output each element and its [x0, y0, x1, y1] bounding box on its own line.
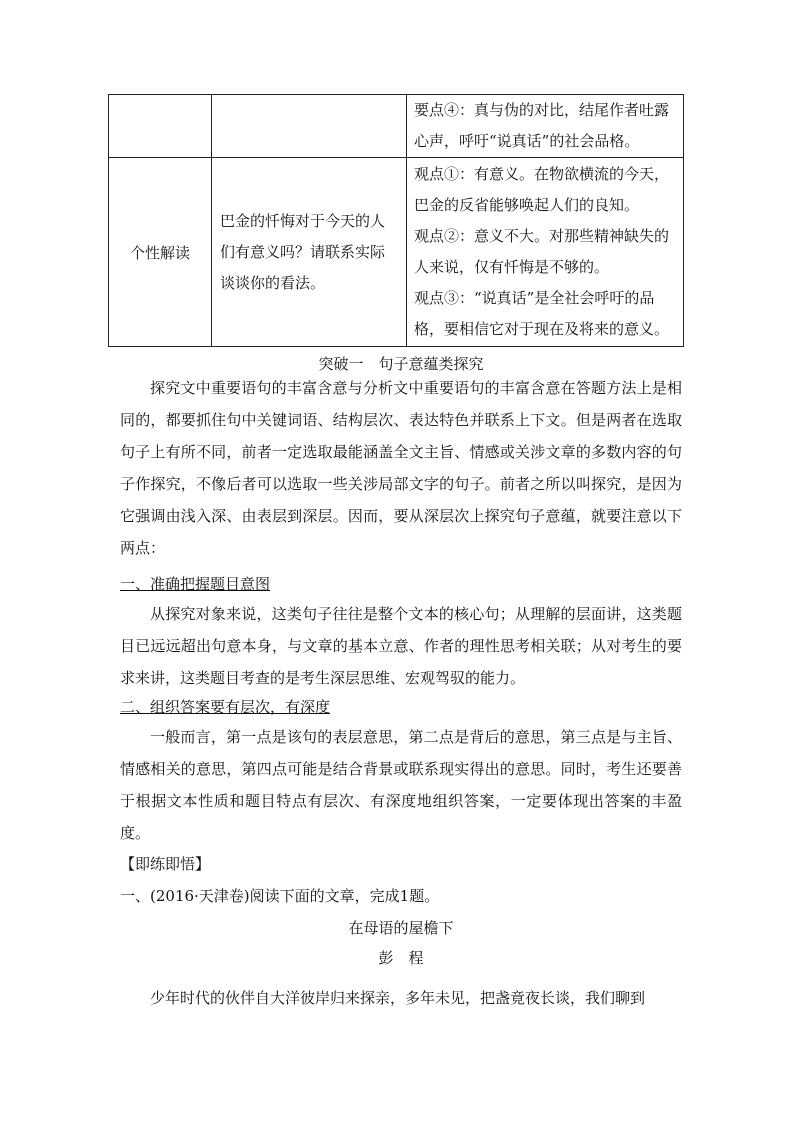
- paragraph-2: 一般而言，第一点是该句的表层意思，第二点是背后的意思，第三点是与主旨、情感相关的意思，第四点可能是结合背景或联系现实得出的意思。同时，考生还要善于根据文本性质和题目特点有层次、有深度地组织答案，一定要体现出答案的丰盈度。: [120, 728, 682, 842]
- viewpoint-2: 观点②：意义不大。对那些精神缺失的人来说，仅有忏悔是不够的。: [414, 227, 670, 276]
- table-cell-category: 个性解读: [109, 158, 212, 347]
- table-cell-empty: [212, 95, 407, 158]
- article-author: 彭 程: [378, 949, 424, 967]
- article-first-line: 少年时代的伙伴自大洋彼岸归来探亲，多年未见，把盏竟夜长谈，我们聊到: [150, 989, 646, 1007]
- table-cell-points: [407, 95, 684, 158]
- reading-table: [108, 94, 684, 347]
- table-row: [109, 95, 684, 158]
- practice-label: 【即练即悟】: [120, 855, 211, 873]
- table-cell-viewpoints: [407, 158, 684, 347]
- article-title: 在母语的屋檐下: [348, 919, 454, 937]
- intro-paragraph: 探究文中重要语句的丰富含意与分析文中重要语句的丰富含意在答题方法上是相同的，都要抓住句中关键词语、结构层次、表达特色并联系上下文。但是两者在选取句子上有所不同，前者一定选取最能涵盖全文主旨、情感或关涉文章的多数内容的句子作探究，不像后者可以选取一些关涉局部文字的句子。前者之所以叫探究，是因为它强调由浅入深、由表层到深层。因而，要从深层次上探究句子意蕴，就要注意以下两点：: [120, 379, 682, 557]
- viewpoint-1: 观点①：有意义。在物欲横流的今天，巴金的反省能够唤起人们的良知。: [414, 165, 670, 214]
- table-cell-empty: [109, 95, 212, 158]
- table-cell-question: 巴金的忏悔对于今天的人们有意义吗？请联系实际谈谈你的看法。: [212, 158, 407, 347]
- heading-1: 一、准确把握题目意图: [120, 575, 271, 593]
- question-line: 一、(2016·天津卷)阅读下面的文章，完成1题。: [120, 887, 440, 905]
- paragraph-1: 从探究对象来说，这类句子往往是整个文本的核心句；从理解的层面讲，这类题目已远远超出句意本身，与文章的基本立意、作者的理性思考相关联；从对考生的要求来讲，这类题目考查的是考生深层思维、宏观驾驭的能力。: [120, 605, 682, 687]
- heading-2: 二、组织答案要有层次，有深度: [120, 698, 331, 716]
- viewpoint-3: 观点③：“说真话”是全社会呼吁的品格，要相信它对于现在及将来的意义。: [414, 289, 670, 338]
- table-row: [109, 158, 684, 347]
- point-text: 要点④：真与伪的对比，结尾作者吐露心声，呼吁“说真话”的社会品格。: [414, 101, 670, 150]
- section-title: 突破一 句子意蕴类探究: [318, 355, 484, 373]
